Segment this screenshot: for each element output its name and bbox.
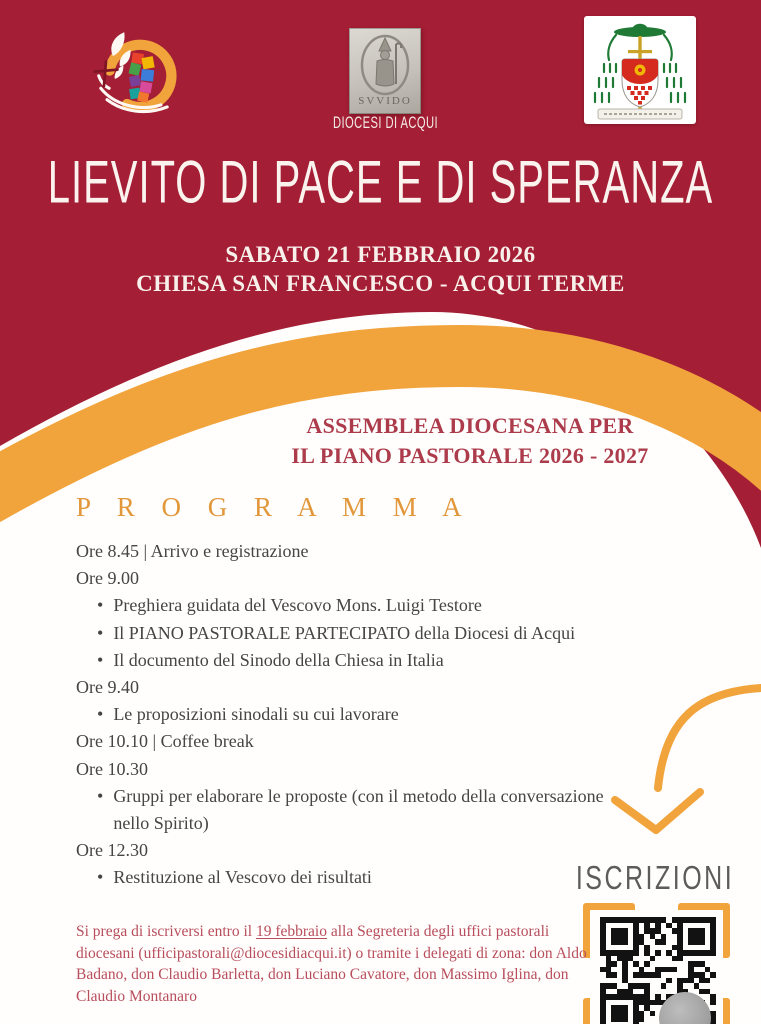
note-deadline: 19 febbraio bbox=[255, 923, 327, 940]
program-item-text: Le proposizioni sinodali su cui lavorare bbox=[113, 704, 399, 725]
bullet-dot: • bbox=[97, 785, 104, 806]
stone-caption-text: SVVIDO bbox=[358, 95, 412, 107]
bullet-dot: • bbox=[97, 867, 104, 888]
program-item-text: Il documento del Sinodo della Chiesa in Italia bbox=[113, 649, 444, 670]
curved-arrow-icon bbox=[595, 676, 761, 848]
date-location-block bbox=[0, 240, 761, 298]
program-item bbox=[76, 620, 648, 647]
bullet-dot: • bbox=[97, 704, 104, 725]
note-post: alla Segreteria degli uffici pastorali diocesani (ufficipastorali@diocesidiacqui.it) o tramite i delegati di zona: don Aldo Badano, don Claudio Barletta, don Luciano Cavatore, don Massimo Iglina, don Claudio Montanaro bbox=[76, 923, 587, 1005]
program-item-text: Gruppi per elaborare le proposte (con il metodo della conversazione nello Spirito) bbox=[113, 785, 604, 834]
date-line: SABATO 21 FEBBRAIO 2026 bbox=[225, 242, 536, 267]
mosaic-patches bbox=[129, 52, 155, 102]
program-item bbox=[76, 728, 648, 755]
bullet-dot: • bbox=[97, 649, 104, 670]
program-item-text: Ore 10.10 | Coffee break bbox=[76, 731, 254, 752]
program-item-text: Il PIANO PASTORALE PARTECIPATO della Diocesi di Acqui bbox=[113, 622, 576, 643]
synod-logo-icon bbox=[78, 24, 190, 136]
program-item-text: Ore 12.30 bbox=[76, 840, 148, 861]
program-item-text: Ore 8.45 | Arrivo e registrazione bbox=[76, 541, 309, 561]
program-item-text: Ore 9.40 bbox=[76, 677, 139, 698]
program-item bbox=[76, 565, 648, 592]
program-item bbox=[76, 783, 648, 837]
assembly-heading bbox=[165, 411, 761, 471]
poster-title: LIEVITO DI PACE E DI SPERANZA bbox=[47, 150, 714, 216]
program-item bbox=[76, 538, 648, 565]
program-item-text: Ore 9.00 bbox=[76, 568, 139, 589]
bishop-crest-icon bbox=[584, 16, 696, 124]
program-item bbox=[76, 756, 648, 783]
registration-note bbox=[76, 921, 596, 1007]
stone-relief-icon bbox=[349, 28, 421, 114]
program-heading: P R O G R A M M A bbox=[76, 492, 472, 522]
program-item bbox=[76, 674, 648, 701]
program-item-text: Ore 10.30 bbox=[76, 758, 148, 779]
assembly-line1: ASSEMBLEA DIOCESANA PER bbox=[306, 413, 634, 438]
program-section bbox=[76, 492, 648, 892]
program-item-text: Restituzione al Vescovo dei risultati bbox=[113, 867, 372, 888]
program-list bbox=[76, 538, 648, 892]
bullet-dot: • bbox=[97, 595, 104, 616]
program-item bbox=[76, 592, 648, 619]
program-item bbox=[76, 701, 648, 728]
iscrizioni-label: ISCRIZIONI bbox=[575, 860, 735, 897]
assembly-line2: IL PIANO PASTORALE 2026 - 2027 bbox=[291, 443, 649, 468]
diocese-caption: DIOCESI DI ACQUI bbox=[332, 113, 439, 132]
bullet-dot: • bbox=[97, 622, 104, 643]
note-pre: Si prega di iscriversi entro il bbox=[76, 923, 256, 940]
program-item bbox=[76, 647, 648, 674]
location-line: CHIESA SAN FRANCESCO - ACQUI TERME bbox=[136, 271, 625, 296]
program-item-text: Preghiera guidata del Vescovo Mons. Luigi Testore bbox=[113, 595, 482, 616]
bishop-crest-card bbox=[584, 16, 696, 124]
